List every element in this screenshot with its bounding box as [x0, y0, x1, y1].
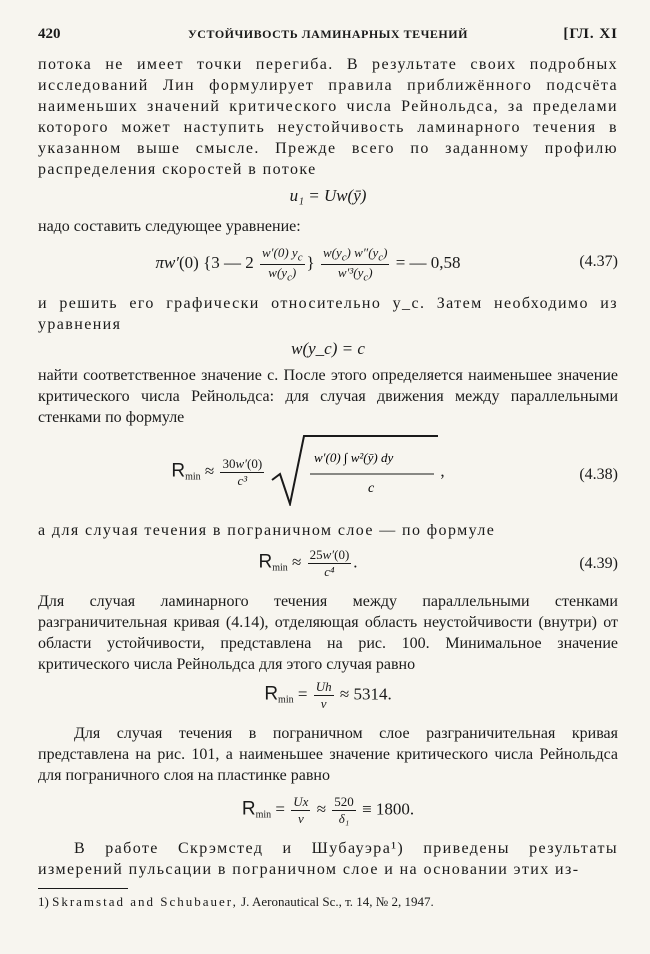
running-title: УСТОЙЧИВОСТЬ ЛАМИНАРНЫХ ТЕЧЕНИЙ — [188, 27, 468, 41]
footnote-text: J. Aeronautical Sc., т. 14, № 2, 1947. — [241, 894, 434, 909]
paragraph-6: Для случая ламинарного течения между параллельными стенками разграничительная кривая (4.14), отделяющая область неустойчивости (внутри) от области устойчивости, представлена на рис. 100. Минимальное значение критического числа Рейнольдса для этого случая равно — [38, 593, 618, 673]
equation-number-4-39: (4.39) — [579, 555, 618, 572]
equation-5314-body: $R_{min}$ = $\frac{Uh}{\nu}$ ≈ 5314. — [264, 679, 392, 711]
equation-1800-body: $R_{min}$ = $\frac{Ux}{\nu}$ ≈ $\frac{520}{\text{δ₁}}$ ≡ 1800. — [241, 794, 415, 826]
equation-5314 — [38, 675, 618, 723]
paragraph-4: найти соответственное значение c. После этого определяется наименьшее значение критического числа Рейнольдса: для случая движения между параллельными стенками по формуле — [38, 367, 618, 426]
paragraph-8: В работе Скрэмстед и Шубауэра¹) приведены результаты измерений пульсации в пограничном слое и на основании этих из- — [38, 840, 618, 878]
paragraph-2: надо составить следующее уравнение: — [38, 218, 301, 235]
paragraph-3: и решить его графически относительно y_c. Затем необходимо из уравнения — [38, 295, 618, 333]
footnote-authors: Skramstad and Schubauer, — [52, 894, 238, 909]
equation-4-38 — [38, 428, 618, 520]
square-root-sign — [270, 434, 440, 511]
paragraph-5: а для случая течения в пограничном слое — по формуле — [38, 522, 496, 539]
equation-number-4-38: (4.38) — [579, 466, 618, 483]
chapter-label: [ГЛ. XI — [563, 26, 618, 42]
equation-u1-text: u₁ = Uw(ȳ) — [289, 186, 367, 205]
equation-4-39 — [38, 541, 618, 591]
equation-number-4-37: (4.37) — [579, 253, 618, 270]
equation-1800-value: 1800. — [375, 799, 415, 819]
page — [38, 26, 618, 911]
footnote-marker: 1) — [38, 894, 49, 909]
equation-1800 — [38, 786, 618, 838]
equation-wyc — [38, 335, 618, 365]
equation-4-38-body: $R_{min}$ ≈ $\frac{30w'(0)}{\text{c³}}$ w′(0) ∫ w²(ȳ) dy c , — [0, 434, 618, 511]
equation-4-37-rhs: = — 0,58 — [395, 253, 461, 272]
paragraph-7: Для случая течения в пограничном слое разграничительная кривая представлена на рис. 101, а наименьшее значение критического числа Рейнольдса для пограничного слоя на пластинке равно — [38, 725, 618, 784]
footnote — [38, 893, 618, 911]
running-header — [38, 26, 618, 48]
svg-text:c: c — [368, 481, 375, 496]
page-number: 420 — [38, 26, 61, 42]
equation-4-37-body: πw′(0) {3 — 2 $\frac{w'(0) y_c}{w(y_c)}$ } $\frac{w(y_c) w''(y_c)}{w'^3(y_c)}$ = — 0,58 — [155, 245, 461, 284]
equation-5314-value: 5314. — [353, 684, 392, 704]
equation-u1 — [38, 180, 618, 216]
equation-wyc-text: w(y_c) = c — [291, 339, 365, 358]
svg-text:w′(0) ∫ w²(ȳ) dy: w′(0) ∫ w²(ȳ) dy — [314, 450, 394, 465]
equation-4-37 — [38, 237, 618, 293]
paragraph-1: потока не имеет точки перегиба. В результате своих подробных исследований Лин формулирует правила приближённого подсчёта наименьших значений критического числа Рейнольдса, за пределами которого может наступить неустойчивость ламинарного течения в указанном выше смысле. Прежде всего по заданному профилю распределения скоростей в потоке — [38, 56, 618, 178]
equation-4-39-body: $R_{min}$ ≈ $\frac{25w'(0)}{\text{c⁴}}$ . — [258, 547, 358, 579]
footnote-divider — [38, 888, 128, 889]
